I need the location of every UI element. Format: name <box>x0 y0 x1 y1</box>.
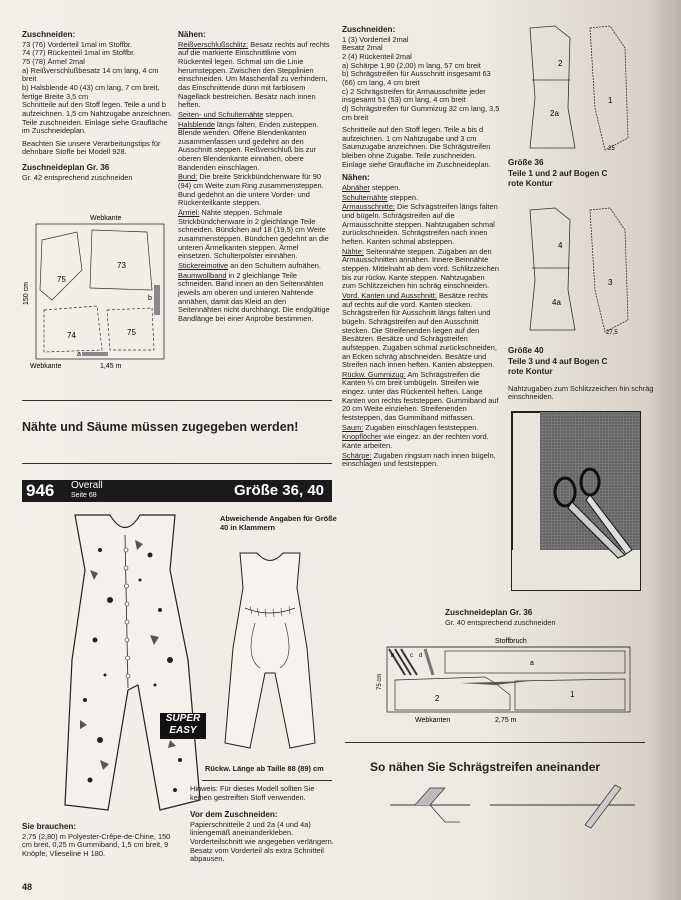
cutting-paragraph: Schnitteile auf den Stoff legen. Teile a und b aufzeichnen. 1,5 cm Nahtzugabe anzeichnen. Teile zuschneiden. Einlage siehe Graufläche im Zuschneideplan. <box>22 100 172 136</box>
step-text: Am Schrägstreifen die Kanten ¼ cm breit umbügeln. Streifen wie eingez. unter das Rückenteil heften. Lange Kanten von rechts feststeppen. Gummiband auf 20 cm Weite einziehen. Streifenenden feststeppen, das Gummiband mitfassen. <box>342 369 499 423</box>
step-keyword: Armausschnitte: <box>342 202 395 212</box>
sewing-step <box>178 121 331 173</box>
plan2-height: 75 cm <box>377 673 383 690</box>
badge-line-1: SUPER <box>165 713 201 724</box>
sewing-step <box>178 173 331 208</box>
cutting-item: c) 2 Schrägstreifen für Armausschnitte jeder insgesamt 51 (53) cm lang, 4 cm breit <box>342 86 486 105</box>
tips-paragraph: Beachten Sie unsere Verarbeitungstips für dehnbare Stoffe bei Modell 928. <box>22 138 161 157</box>
step-keyword: Schulternähte <box>342 192 388 202</box>
plan2-subtitle: Gr. 40 entsprechend zuschneiden <box>445 617 556 627</box>
step-keyword: Stickereimotive <box>178 261 229 270</box>
step-text: an den Schultern aufnähen. <box>228 261 321 270</box>
cutting-item: 75 (78) Ärmel 2mal <box>22 56 85 66</box>
before-cutting-heading: Vor dem Zuschneiden: <box>190 810 278 819</box>
step-text: Besätze rechts auf rechts auf die vord. Kanten stecken. Schrägstreifen für Ausschnitt längs falten und bügeln. Schrägstreifen auf den Ausschnitt stecken. Die Streifenenden liegen auf den Besätzen. Besätze und Schrägstreifen aufsteppen. Zugaben schmal zurückschneiden, an Ecken schräg abschneiden. Besätze und Streifen nach innen heften. Kanten absteppen. <box>342 290 497 370</box>
plan-title: Zuschneideplan Gr. 36 <box>22 163 110 173</box>
piece-27-5: 27,5 <box>606 330 618 336</box>
step-text: steppen. <box>263 109 294 119</box>
piece-25: 25 <box>608 146 615 152</box>
plan1-label-74: 74 <box>67 331 76 340</box>
overall-front-illustration <box>40 510 210 820</box>
cutting-item: a) Reißverschlußbesatz 14 cm lang, 4 cm breit <box>22 65 159 84</box>
sewing-steps-2 <box>342 184 500 469</box>
cutting-item: 1 (3) Vorderteil 2mal <box>342 34 409 44</box>
sewing-step <box>342 194 500 203</box>
heading-naehen: Nähen: <box>178 30 206 39</box>
materials-heading: Sie brauchen: <box>22 822 77 831</box>
step-text: längs falten, Enden zusteppen. Blende wenden. Offene Blendenkanten zusammenfassen und gedehnt an den Ausschnitt steppen. Reißverschluß bis zur oberen Blendenkante einnähen, obere Bandenden einschlagen. <box>178 119 319 172</box>
size-36-label <box>508 158 658 190</box>
size-40-parts: Teile 3 und 4 auf Bogen C <box>508 356 608 366</box>
model-size: Größe 36, 40 <box>233 482 324 499</box>
size-40-note: Abweichende Angaben für Größe 40 in Klammern <box>220 514 337 532</box>
step-keyword: Ärmel: <box>178 208 200 218</box>
sewing-step <box>342 203 500 246</box>
step-keyword: Rückw. Gummizug: <box>342 369 406 379</box>
cutting-item: b) Halsblende 40 (43) cm lang, 7 cm breit, fertige Breite 3,5 cm <box>22 82 160 101</box>
hinweis-note: Hinweis: Für dieses Modell sollten Sie keinen gestreiften Stoff verwenden. <box>190 784 315 802</box>
cutting-item: d) Schrägstreifen für Gummizug 32 cm lang, 3,5 cm breit <box>342 103 500 122</box>
sewing-step <box>342 424 500 433</box>
step-text: Seitennähte steppen. Zugaben an den Armausschnitten annähen. Innere Beinnähte steppen. Mittelnaht ab dem vord. Schlitzzeichen bis zur rückw. Kante steppen. Nahtzugaben zum Schlitzzeichen hin schräg einschneiden. <box>342 246 499 291</box>
sewing-step <box>342 184 500 193</box>
badge-line-2: EASY <box>169 725 197 736</box>
plan1-label-75a: 75 <box>57 275 66 284</box>
step-keyword: Abnäher <box>342 183 370 193</box>
piece-4: 4 <box>558 241 563 250</box>
cutting-plan-diagram-1 <box>22 210 172 370</box>
plan1-webkante-top: Webkante <box>90 215 122 222</box>
plan2-stoffbruch: Stoffbruch <box>495 638 527 645</box>
plan2-label-b: b <box>391 653 395 659</box>
sewing-step <box>342 371 500 423</box>
step-keyword: Vord. Kanten und Ausschnitt: <box>342 290 437 300</box>
size-40-label <box>508 346 658 402</box>
column-sewing-dress <box>178 30 331 325</box>
step-text: Zugaben einschlagen feststeppen. <box>363 422 479 432</box>
plan2-title: Zuschneideplan Gr. 36 <box>445 608 533 617</box>
separator <box>345 742 645 743</box>
step-text: in 2 gleichlange Teile schneiden. Band innen an den Seitennähten jeweils am oberen und unteren Nahtende annähen, damit das Kleid an den Seitennähten nicht durchhängt. Die endgültige Bandlänge bei einer Anprobe bestimmen. <box>178 270 330 323</box>
size-36-kontur: rote Kontur <box>508 179 553 189</box>
step-keyword: Saum: <box>342 422 364 432</box>
before-cutting-text: Papierschnitteile 2 und 2a (4 und 4a) liniengemäß aneinanderkleben. Vorderteilschnitt wie angegeben verlängern. Besatz vom Vorderteil als extra Schnitteil abpausen. <box>190 819 334 864</box>
plan1-width: 1,45 m <box>100 363 122 370</box>
plan-subtitle: Gr. 42 entsprechend zuschneiden <box>22 172 133 182</box>
piece-4a: 4a <box>552 298 561 307</box>
model-number: 946 <box>26 481 55 500</box>
cutting-item: 74 (77) Rückenteil 1mal im Stoffbr. <box>22 48 136 58</box>
pattern-pieces-36 <box>510 18 640 153</box>
plan2-label-c: c <box>410 653 413 659</box>
cutting-item: a) Schärpe 1,90 (2,00) m lang, 57 cm breit <box>342 60 481 70</box>
step-keyword: Schärpe: <box>342 450 372 460</box>
step-keyword: Halsblende <box>178 119 215 129</box>
plan2-label-d: d <box>419 653 423 659</box>
step-text: Die breite Strickbündchenware für 90 (94) cm Weite zum Ring zusammensteppen. Bund gedehnt an die untere Vorder- und Rückenteilkante steppen. <box>178 172 324 208</box>
column-overall-text <box>342 25 500 470</box>
super-easy-badge <box>160 713 206 739</box>
plan2-label-2: 2 <box>435 694 440 703</box>
materials-text: 2,75 (2,80) m Polyester-Crêpe-de-Chine, 150 cm breit, 0,25 m Gummiband, 1,5 cm breit, 9 Knöpfe, Vlieseline H 180. <box>22 831 171 858</box>
heading-naehen-2: Nähen: <box>342 173 370 183</box>
cutting-item: 2 (4) Rückenteil 2mal <box>342 51 412 61</box>
step-text: steppen. <box>369 183 401 193</box>
column-cutting-dress <box>22 30 172 182</box>
size-40-kontur: rote Kontur <box>508 367 553 377</box>
step-text: Nähte steppen. Schmale Strickbündchenware in 2 gleichlange Teile schneiden. Bündchen auf 18 (19,5) cm Weite zusammensteppen. Bündchen gedehnt an die unteren Ärmelkanten steppen. Ärmel einsetzen. Schulterpolster einnähen. <box>178 208 329 261</box>
page-number: 48 <box>22 882 33 892</box>
materials-needed <box>22 822 180 859</box>
plan1-label-a: a <box>77 351 81 358</box>
hint-text: Nahtzugaben zum Schlitzzeichen hin schräg einschneiden. <box>508 383 654 402</box>
separator <box>22 463 332 464</box>
size-40: Größe 40 <box>508 346 544 355</box>
step-keyword: Bund: <box>178 172 198 182</box>
sewing-step <box>342 433 500 450</box>
cutting-list-2 <box>342 36 500 123</box>
step-text: Besatz rechts auf rechts auf die markierte Einschnittlinie vom Rückenteil legen. Schmal um die Linie herumsteppen. Zwischen den Stepplinien einschneiden. Um Maschenfall zu verhindern, das Einschnittende dünn mit farblosem Nagellack bestreichen. Besatz nach innen heften. <box>178 39 330 110</box>
step-text: Zugaben ringsum nach innen bügeln, einschlagen und feststeppen. <box>342 450 496 469</box>
plan2-label-a: a <box>530 660 534 667</box>
piece-2a: 2a <box>550 109 559 118</box>
sewing-step <box>178 41 331 110</box>
step-text: Die Schrägstreifen längs falten und bügeln. Schrägstreifen auf die Armausschnitte steppen. Nahtzugaben schmal zurückschneiden. Schrägstreifen nach innen heften. Kanten schmal absteppen. <box>342 202 498 246</box>
plan1-label-75b: 75 <box>127 328 136 337</box>
scissors-illustration <box>510 410 645 595</box>
cutting-item: b) Schrägstreifen für Ausschnitt insgesamt 63 (66) cm lang, 4 cm breit <box>342 69 491 87</box>
sewing-step <box>342 292 500 370</box>
model-page: Seite 68 <box>71 492 97 499</box>
piece-3: 3 <box>608 278 613 287</box>
sewing-steps <box>178 41 331 324</box>
separator <box>22 400 332 401</box>
heading-zuschneiden-2: Zuschneiden: <box>342 25 396 34</box>
model-name: Overall <box>71 480 103 491</box>
step-text: steppen. <box>387 192 419 202</box>
model-band <box>22 480 332 502</box>
before-cutting <box>190 810 335 864</box>
piece-1: 1 <box>608 96 613 105</box>
bias-strip-heading: So nähen Sie Schrägstreifen aneinander <box>370 760 601 774</box>
step-keyword: Reißverschlußschlitz: <box>178 39 249 49</box>
cutting-item: 73 (76) Vorderteil 1mal im Stoffbr. <box>22 39 132 49</box>
plan1-height: 150 cm <box>23 282 30 305</box>
separator <box>202 780 332 781</box>
headline: Nähte und Säume müssen zugegeben werden! <box>22 420 299 434</box>
pattern-pieces-40 <box>510 200 640 340</box>
plan1-webkante-bottom: Webkante <box>30 363 62 370</box>
plan2-webkanten: Webkanten <box>415 717 451 724</box>
size-36-parts: Teile 1 und 2 auf Bogen C <box>508 168 608 178</box>
step-keyword: Knopflöcher <box>342 432 382 442</box>
plan1-label-b: b <box>148 295 152 302</box>
piece-2: 2 <box>558 59 563 68</box>
sewing-step <box>178 209 331 261</box>
plan2-width: 2,75 m <box>495 717 517 724</box>
step-keyword: Baumwollband <box>178 270 227 280</box>
plan2-header <box>445 608 645 627</box>
cutting-item: Besatz 2mal <box>342 43 383 53</box>
step-keyword: Nähte: <box>342 246 364 256</box>
plan1-label-73: 73 <box>117 261 126 270</box>
heading-zuschneiden: Zuschneiden: <box>22 30 76 39</box>
bias-strip-diagrams <box>385 780 645 830</box>
sewing-step <box>178 262 331 271</box>
step-keyword: Seiten- und Schulternähte <box>178 109 264 119</box>
size-36: Größe 36 <box>508 158 544 167</box>
overall-back-illustration <box>215 548 325 758</box>
plan2-label-1: 1 <box>570 690 575 699</box>
cutting-paragraph-2: Schnitteile auf den Stoff legen. Teile a bis d aufzeichnen. 1 cm Nahtzugabe und 3 cm Saumzugabe anzeichnen. Die Schrägstreifen bleiben ohne Zugabe. Teile zuschneiden. Einlage siehe Graufläche im Zuschneideplan. <box>342 125 491 169</box>
sewing-step <box>342 452 500 469</box>
step-text: wie eingez. an der rechten vord. Kante arbeiten. <box>342 432 489 451</box>
sewing-step <box>342 248 500 291</box>
back-length: Rückw. Länge ab Taille 88 (89) cm <box>205 764 324 773</box>
cutting-list <box>22 41 172 102</box>
cutting-plan-diagram-2 <box>375 635 640 730</box>
sewing-step <box>178 272 331 324</box>
sewing-step <box>178 111 331 120</box>
